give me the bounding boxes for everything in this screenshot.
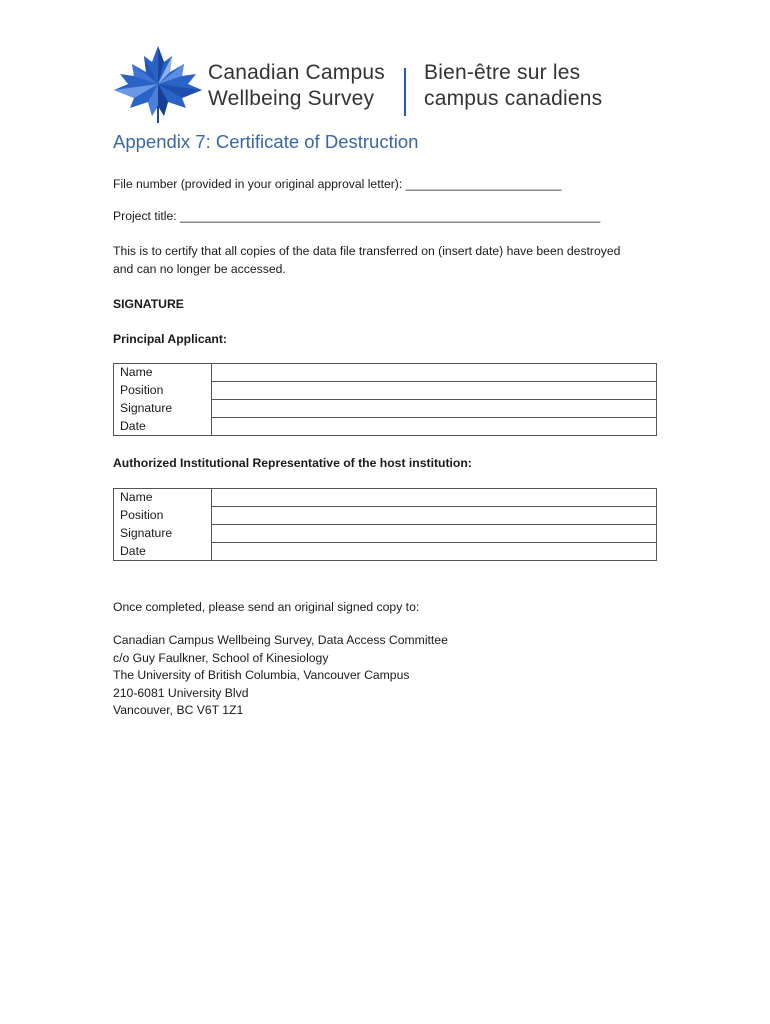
principal-position-field[interactable] [212,382,657,400]
logo-fr-line2: campus canadiens [424,87,603,110]
representative-table [113,488,657,561]
send-instruction: Once completed, please send an original signed copy to: [113,600,420,614]
table-row [114,525,657,543]
field-label-position: Position [114,507,212,525]
certify-line-1: This is to certify that all copies of the data file transferred on (insert date) have been destroyed [113,244,621,258]
representative-name-field[interactable] [212,489,657,507]
file-number-line: File number (provided in your original approval letter): _______________________ [113,177,562,191]
representative-heading: Authorized Institutional Representative of the host institution: [113,456,472,470]
page-title: Appendix 7: Certificate of Destruction [113,131,419,152]
field-label-date: Date [114,418,212,436]
table-row [114,382,657,400]
field-label-position: Position [114,382,212,400]
logo-fr-line1: Bien-être sur les [424,61,581,84]
address-line: Vancouver, BC V6T 1Z1 [113,703,244,717]
address-line: Canadian Campus Wellbeing Survey, Data Access Committee [113,633,448,647]
table-row [114,489,657,507]
representative-date-field[interactable] [212,543,657,561]
principal-name-field[interactable] [212,364,657,382]
representative-position-field[interactable] [212,507,657,525]
principal-date-field[interactable] [212,418,657,436]
table-row [114,543,657,561]
address-line: The University of British Columbia, Vancouver Campus [113,668,410,682]
principal-applicant-heading: Principal Applicant: [113,332,227,346]
field-label-name: Name [114,364,212,382]
certify-statement [113,242,620,278]
certify-line-2: and can no longer be accessed. [113,262,286,276]
table-row [114,507,657,525]
field-label-signature: Signature [114,400,212,418]
table-row [114,364,657,382]
logo-name-french [424,60,602,112]
principal-signature-field[interactable] [212,400,657,418]
logo-en-line2: Wellbeing Survey [208,87,375,110]
representative-signature-field[interactable] [212,525,657,543]
field-label-name: Name [114,489,212,507]
table-row [114,418,657,436]
project-title-line: Project title: ______________________________________________________________ [113,209,601,223]
address-line: 210-6081 University Blvd [113,685,249,700]
logo-en-line1: Canadian Campus [208,61,385,84]
field-label-signature: Signature [114,525,212,543]
field-label-date: Date [114,543,212,561]
principal-applicant-table [113,363,657,436]
logo-name-english [208,60,385,112]
signature-heading: SIGNATURE [113,297,184,311]
logo-divider [404,68,406,116]
mailing-address [113,632,448,720]
survey-logo [112,44,612,124]
address-line: c/o Guy Faulkner, School of Kinesiology [113,650,329,665]
table-row [114,400,657,418]
maple-leaf-icon [112,44,204,124]
